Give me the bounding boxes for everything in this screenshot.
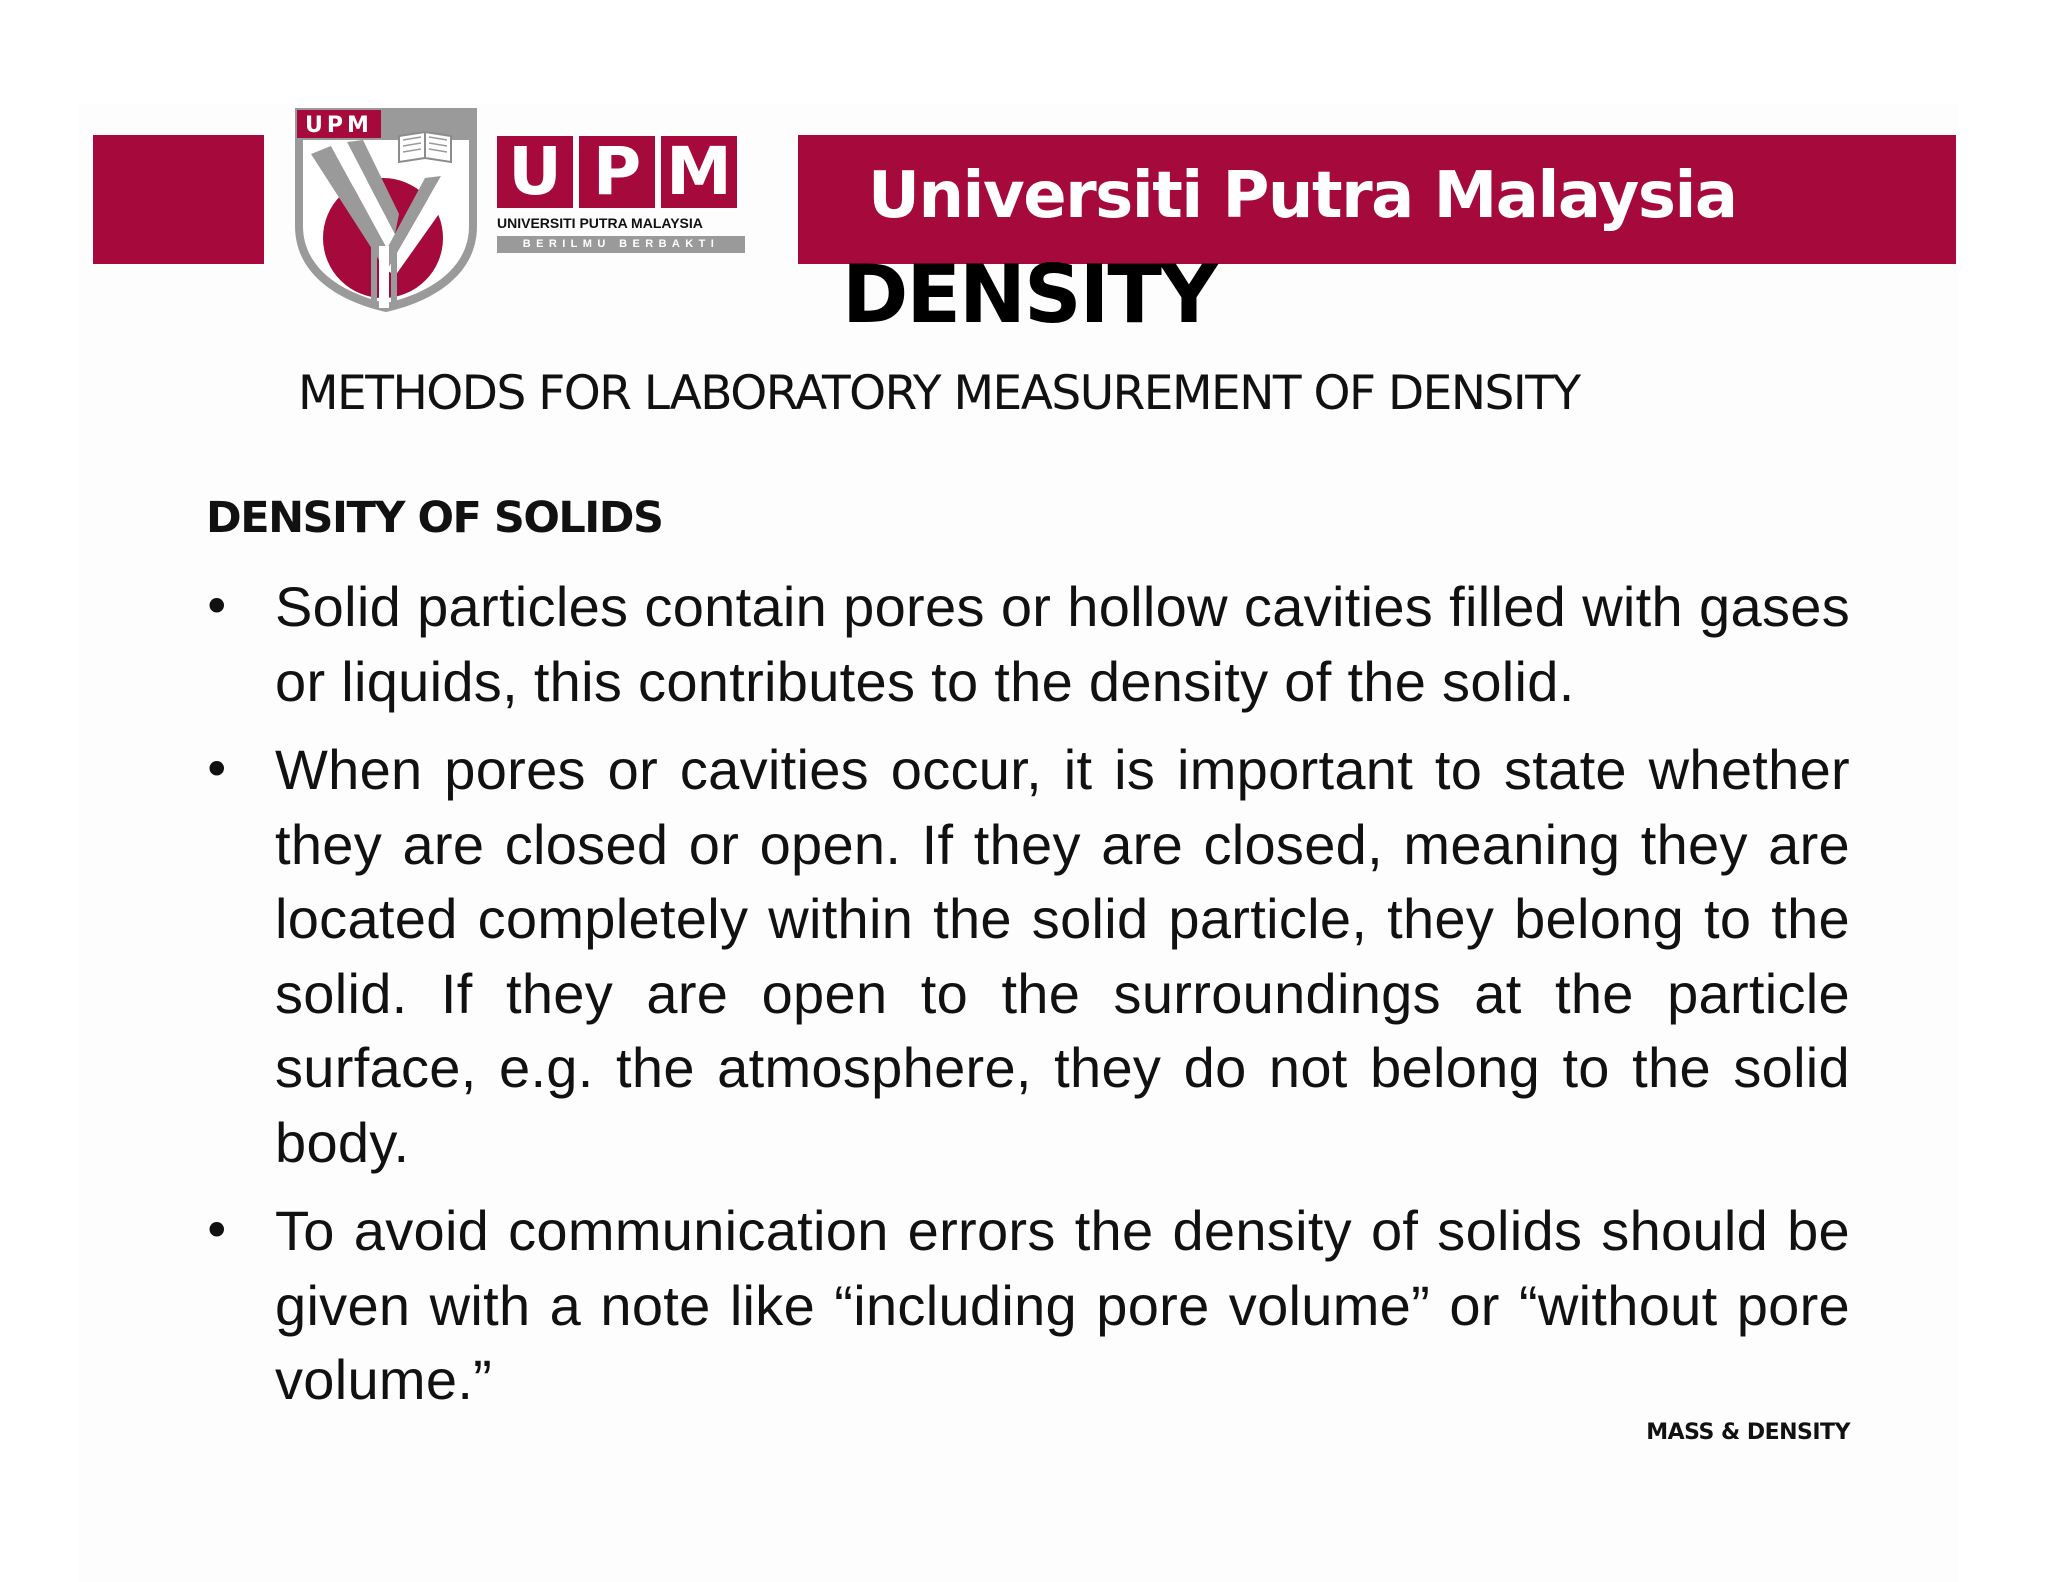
wordmark-letter: P (579, 136, 655, 208)
bullet-text: When pores or cavities occur, it is important to state whether they are closed or open. If they are closed, meaning they are located completely within the solid particle, they belong to the solid. If they are open to the surroundings at the particle surface, e.g. the atmosphere, they do not belong to the solid body. (275, 738, 1850, 1174)
header-band-left (93, 135, 264, 264)
wordmark-letters (497, 133, 745, 210)
wordmark-letter: M (661, 136, 737, 208)
bullet-list (200, 570, 1850, 1432)
university-name-banner: Universiti Putra Malaysia (868, 159, 1737, 233)
bullet-item (200, 570, 1850, 719)
crest-label: UPM (305, 113, 373, 138)
wordmark-full-name: UNIVERSITI PUTRA MALAYSIA (497, 215, 703, 231)
slide-title: DENSITY (842, 248, 1216, 341)
bullet-marker: • (202, 578, 232, 636)
open-book-icon (399, 132, 451, 162)
bullet-item (200, 1194, 1850, 1418)
slide-subtitle: METHODS FOR LABORATORY MEASUREMENT OF DENSITY (298, 366, 1580, 421)
bullet-text: Solid particles contain pores or hollow cavities filled with gases or liquids, this contributes to the density of the solid. (275, 575, 1850, 713)
bullet-marker: • (202, 741, 232, 799)
section-heading: DENSITY OF SOLIDS (206, 493, 663, 543)
wordmark-motto: BERILMU BERBAKTI (497, 236, 745, 253)
bullet-item (200, 733, 1850, 1180)
bullet-marker: • (202, 1202, 232, 1260)
upm-crest-icon (291, 106, 481, 314)
bullet-text: To avoid communication errors the density of solids should be given with a note like “including pore volume” or “without pore volume.” (275, 1199, 1850, 1411)
wordmark-letter: U (497, 136, 573, 208)
footer-label: MASS & DENSITY (1646, 1420, 1850, 1445)
upm-wordmark (497, 133, 745, 264)
